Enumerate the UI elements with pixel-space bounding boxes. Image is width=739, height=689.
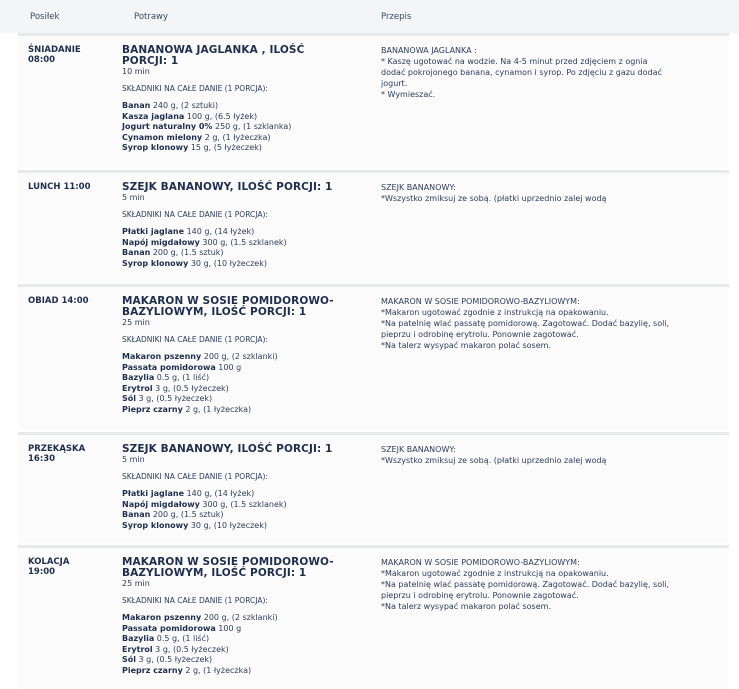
ingredient-item — [122, 143, 372, 154]
ingredient-item — [122, 500, 372, 511]
ingredient-amount: 30 g, (10 łyżeczek) — [188, 520, 267, 530]
ingredient-name: Pieprz czarny — [122, 404, 183, 414]
ingredient-item — [122, 489, 372, 500]
column-header-meal: Posiłek — [30, 12, 60, 22]
ingredient-amount: 2 g, (1 łyżeczka) — [182, 404, 252, 414]
ingredient-amount: 100 g — [215, 623, 242, 633]
column-header-dishes: Potrawy — [134, 12, 169, 22]
ingredient-item — [122, 655, 372, 666]
recipe-line: *Na patelnię wlać passatę pomidorową. Zagotować. Dodać bazylię, soli, — [381, 319, 670, 328]
ingredient-name: Erytrol — [122, 644, 153, 654]
recipe-line: MAKARON W SOSIE POMIDOROWO-BAZYLIOWYM: — [381, 297, 580, 306]
ingredient-item — [122, 227, 372, 238]
ingredient-amount: 2 g, (1 łyżeczka) — [202, 132, 271, 142]
ingredient-amount: 30 g, (10 łyżeczek) — [188, 258, 267, 268]
ingredient-amount: 200 g, (1.5 sztuk) — [150, 248, 224, 257]
recipe — [381, 557, 721, 612]
prep-time: 25 min — [122, 579, 150, 588]
dish — [122, 296, 372, 415]
meal-time-line: 16:30 — [28, 454, 56, 464]
ingredient-item — [122, 666, 372, 677]
ingredient-name: Passata pomidorowa — [122, 362, 216, 372]
ingredient-name: Makaron pszenny — [122, 352, 202, 361]
ingredient-item — [122, 394, 372, 405]
dish-title-line: BANANOWA JAGLANKA , ILOŚĆ — [122, 44, 305, 56]
meal-name — [28, 45, 110, 65]
dish-title-line: SZEJK BANANOWY, ILOŚĆ PORCJI: 1 — [122, 181, 333, 193]
ingredient-item — [122, 405, 372, 416]
ingredient-amount: 200 g, (2 szklanki) — [201, 613, 278, 622]
ingredient-amount: 3 g, (0.5 łyżeczek) — [136, 394, 213, 403]
ingredient-item — [122, 634, 372, 645]
ingredient-name: Syrop klonowy — [122, 143, 189, 152]
recipe-line: * Kaszę ugotować na wodzie. Na 4-5 minut przed zdjęciem z ognia — [381, 57, 648, 66]
ingredient-item — [122, 613, 372, 624]
ingredient-name: Płatki jaglane — [122, 489, 185, 498]
recipe-line: MAKARON W SOSIE POMIDOROWO-BAZYLIOWYM: — [381, 558, 580, 567]
ingredient-item — [122, 101, 372, 112]
ingredient-item — [122, 248, 372, 259]
dish-title — [122, 45, 372, 67]
ingredient-amount: 2 g, (1 łyżeczka) — [182, 665, 252, 675]
ingredient-item — [122, 624, 372, 635]
ingredient-name: Cynamon mielony — [122, 132, 203, 142]
ingredient-name: Sól — [122, 394, 136, 403]
ingredients-heading: SKŁADNIKI NA CAŁE DANIE (1 PORCJA): — [122, 596, 268, 605]
recipe-line: *Na talerz wysypać makaron polać sosem. — [381, 341, 551, 350]
ingredient-item — [122, 373, 372, 384]
recipe-line: jogurt. — [381, 79, 408, 88]
recipe-line: pieprzu i odrobinę erytrolu. Ponownie zagotować. — [381, 330, 579, 339]
ingredient-name: Banan — [122, 510, 151, 519]
meal-name-line: KOLACJA — [28, 557, 70, 567]
ingredient-name: Bazylia — [122, 634, 155, 643]
ingredient-name: Płatki jaglane — [122, 227, 185, 236]
dish — [122, 45, 372, 154]
meal-row — [18, 545, 729, 689]
ingredient-amount: 3 g, (0.5 łyżeczek) — [152, 644, 229, 654]
ingredient-name: Napój migdałowy — [122, 499, 200, 509]
ingredient-amount: 3 g, (0.5 łyżeczek) — [136, 655, 213, 664]
meal-row — [18, 284, 729, 430]
ingredient-amount: 300 g, (1.5 szklanek) — [199, 237, 287, 247]
ingredient-name: Pieprz czarny — [122, 665, 183, 675]
ingredient-item — [122, 238, 372, 249]
dish-title — [122, 557, 372, 579]
ingredient-item — [122, 352, 372, 363]
meal-time-line: 08:00 — [28, 55, 56, 65]
recipe-line: * Wymieszać. — [381, 90, 436, 99]
dish-title — [122, 444, 372, 455]
ingredient-amount: 200 g, (2 szklanki) — [201, 352, 278, 361]
dish — [122, 444, 372, 531]
dish-title-line: MAKARON W SOSIE POMIDOROWO- — [122, 295, 334, 307]
recipe-line: SZEJK BANANOWY: — [381, 183, 456, 192]
recipe-line: BANANOWA JAGLANKA : — [381, 46, 477, 55]
ingredient-name: Banan — [122, 248, 151, 257]
table-header — [0, 0, 739, 33]
recipe-line: *Na talerz wysypać makaron polać sosem. — [381, 602, 551, 611]
recipe-line: *Wszystko zmiksuj ze sobą. (płatki uprzednio zalej wodą — [381, 194, 607, 203]
ingredient-item — [122, 384, 372, 395]
prep-time: 25 min — [122, 318, 150, 327]
dish-title-line: PORCJI: 1 — [122, 55, 179, 67]
meal-name — [28, 182, 110, 192]
ingredient-name: Kasza jaglana — [122, 111, 185, 121]
ingredients-heading: SKŁADNIKI NA CAŁE DANIE (1 PORCJA): — [122, 84, 268, 93]
recipe-line: pieprzu i odrobinę erytrolu. Ponownie zagotować. — [381, 591, 579, 600]
ingredient-name: Bazylia — [122, 373, 155, 382]
meal-name — [28, 557, 110, 577]
ingredients-heading: SKŁADNIKI NA CAŁE DANIE (1 PORCJA): — [122, 472, 268, 481]
ingredient-item — [122, 259, 372, 270]
meal-time-line: 19:00 — [28, 567, 56, 577]
recipe-line: *Makaron ugotować zgodnie z instrukcją na opakowaniu. — [381, 308, 609, 317]
meal-name — [28, 296, 110, 306]
meal-name-line: PRZEKĄSKA — [28, 444, 86, 454]
ingredients-heading: SKŁADNIKI NA CAŁE DANIE (1 PORCJA): — [122, 210, 268, 219]
ingredient-amount: 100 g, (6.5 łyżek) — [184, 111, 258, 121]
ingredient-item — [122, 521, 372, 532]
ingredient-amount: 140 g, (14 łyżek) — [184, 489, 255, 498]
ingredient-name: Makaron pszenny — [122, 613, 202, 622]
recipe-line: dodać pokrojonego banana, cynamon i syrop. Po zdjęciu z gazu dodać — [381, 68, 662, 77]
ingredient-amount: 3 g, (0.5 łyżeczek) — [152, 383, 229, 393]
ingredient-name: Sól — [122, 655, 136, 664]
column-header-recipe: Przepis — [381, 12, 412, 22]
dish-title-line: BAZYLIOWYM, ILOŚĆ PORCJI: 1 — [122, 567, 307, 579]
meal-name-line: ŚNIADANIE — [28, 45, 81, 55]
ingredient-name: Banan — [122, 101, 151, 110]
ingredient-amount: 0.5 g, (1 liść) — [154, 634, 210, 643]
ingredient-name: Napój migdałowy — [122, 237, 200, 247]
recipe — [381, 296, 721, 351]
ingredient-name: Syrop klonowy — [122, 520, 189, 530]
ingredient-name: Jogurt naturalny 0% — [122, 122, 213, 131]
dish-title-line: BAZYLIOWYM, ILOŚĆ PORCJI: 1 — [122, 306, 307, 318]
dish — [122, 182, 372, 269]
meal-row — [18, 33, 729, 168]
ingredient-amount: 240 g, (2 sztuki) — [150, 101, 219, 110]
recipe-line: *Na patelnię wlać passatę pomidorową. Zagotować. Dodać bazylię, soli, — [381, 580, 670, 589]
ingredient-item — [122, 363, 372, 374]
meal-row — [18, 170, 729, 282]
prep-time: 5 min — [122, 193, 145, 202]
recipe — [381, 182, 721, 204]
ingredient-amount: 0.5 g, (1 liść) — [154, 373, 210, 382]
meal-name-line: OBIAD 14:00 — [28, 296, 89, 306]
ingredient-name: Syrop klonowy — [122, 258, 189, 268]
ingredient-item — [122, 122, 372, 133]
ingredient-amount: 100 g — [215, 362, 242, 372]
ingredient-name: Erytrol — [122, 383, 153, 393]
ingredient-amount: 15 g, (5 łyżeczek) — [188, 143, 262, 152]
ingredient-amount: 300 g, (1.5 szklanek) — [199, 499, 287, 509]
ingredient-amount: 140 g, (14 łyżek) — [184, 227, 255, 236]
dish-title-line: SZEJK BANANOWY, ILOŚĆ PORCJI: 1 — [122, 443, 333, 455]
dish — [122, 557, 372, 676]
recipe — [381, 444, 721, 466]
ingredient-item — [122, 112, 372, 123]
recipe-line: SZEJK BANANOWY: — [381, 445, 456, 454]
ingredient-item — [122, 133, 372, 144]
dish-title — [122, 182, 372, 193]
dish-title-line: MAKARON W SOSIE POMIDOROWO- — [122, 556, 334, 568]
meal-name — [28, 444, 110, 464]
ingredients-heading: SKŁADNIKI NA CAŁE DANIE (1 PORCJA): — [122, 335, 268, 344]
prep-time: 10 min — [122, 67, 150, 76]
ingredient-item — [122, 645, 372, 656]
ingredient-amount: 250 g, (1 szklanka) — [212, 122, 292, 131]
recipe-line: *Makaron ugotować zgodnie z instrukcją na opakowaniu. — [381, 569, 609, 578]
meal-row — [18, 432, 729, 543]
dish-title — [122, 296, 372, 318]
recipe-line: *Wszystko zmiksuj ze sobą. (płatki uprzednio zalej wodą — [381, 456, 607, 465]
ingredient-item — [122, 510, 372, 521]
meal-name-line: LUNCH 11:00 — [28, 182, 91, 192]
prep-time: 5 min — [122, 455, 145, 464]
ingredient-amount: 200 g, (1.5 sztuk) — [150, 510, 224, 519]
ingredient-name: Passata pomidorowa — [122, 623, 216, 633]
recipe — [381, 45, 721, 100]
